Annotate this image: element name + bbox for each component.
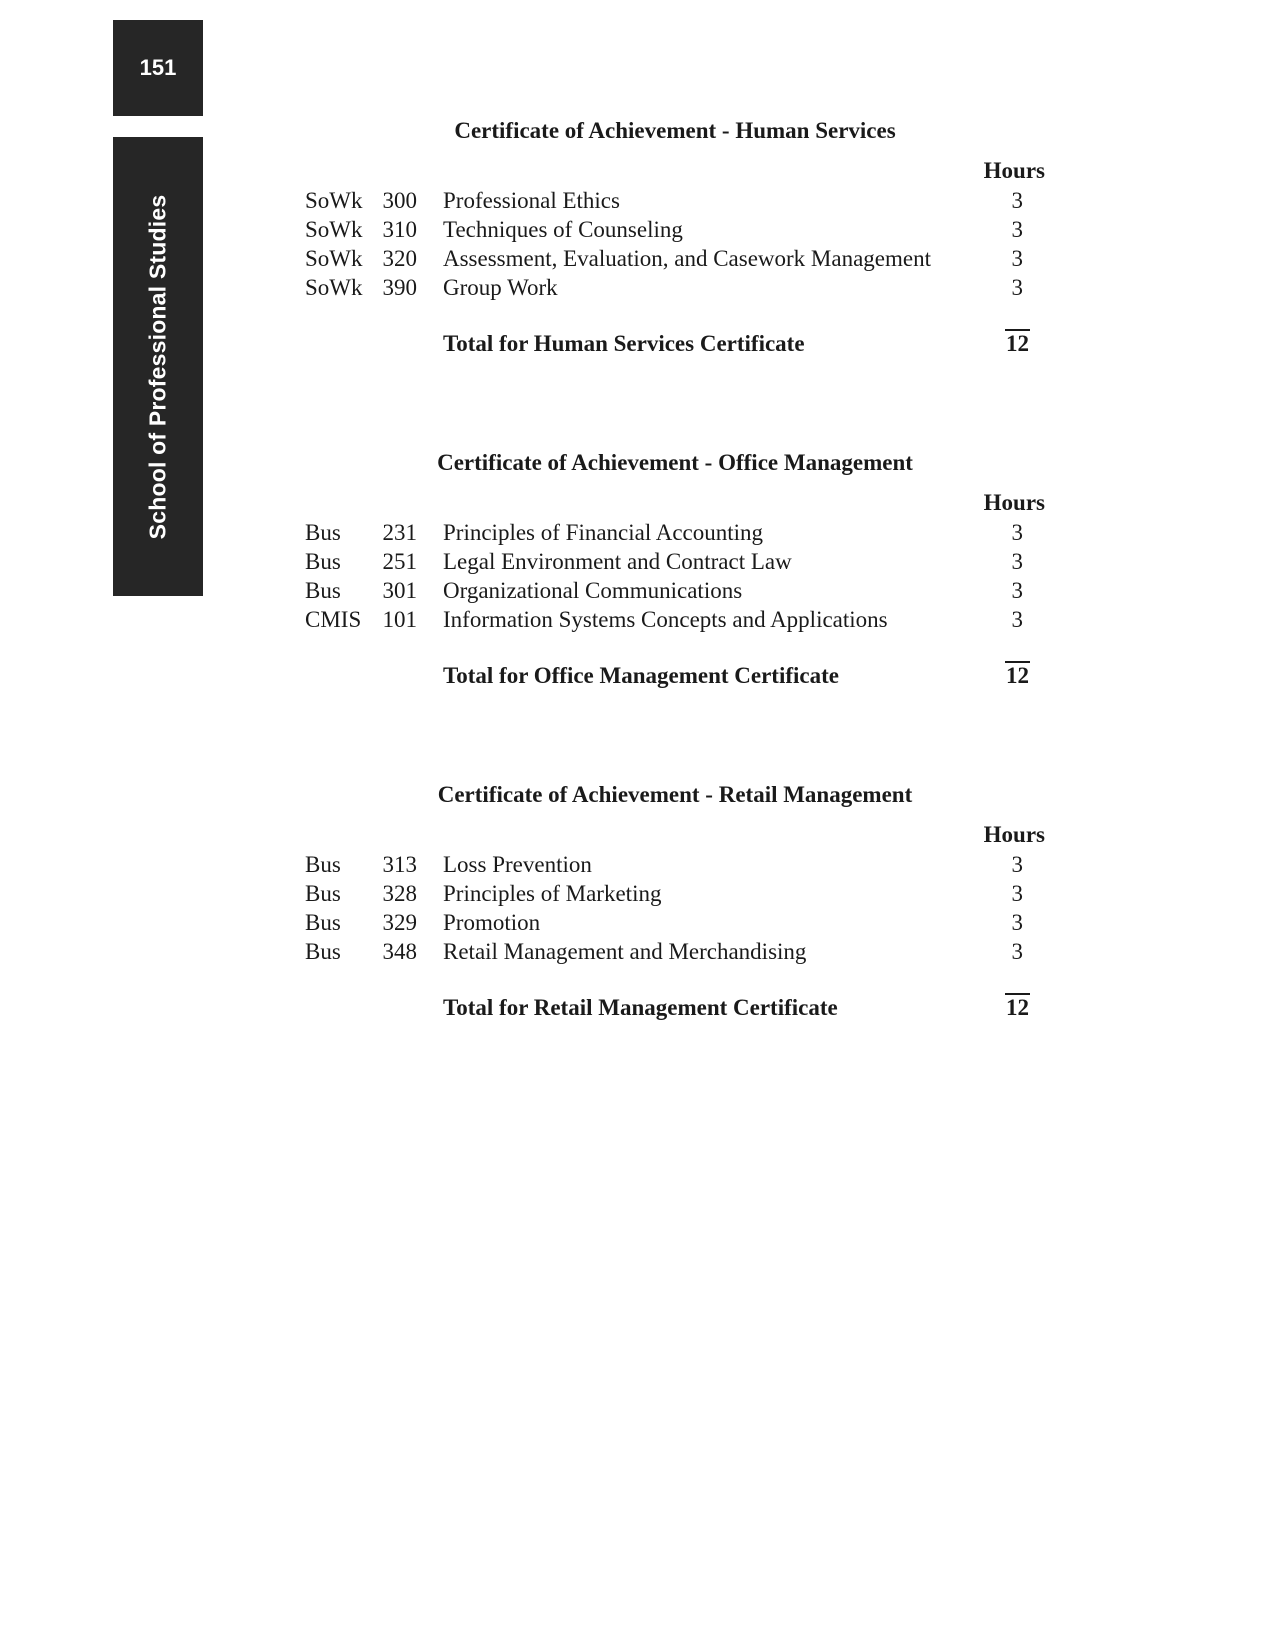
course-title: Organizational Communications	[443, 578, 743, 603]
page-number-tab	[113, 20, 203, 116]
course-title: Promotion	[443, 910, 541, 935]
total-row	[305, 991, 1045, 1025]
course-row	[305, 547, 1045, 577]
course-row	[305, 605, 1045, 635]
hours-header: Hours	[983, 822, 1045, 847]
course-title: Group Work	[443, 275, 558, 300]
hours-header: Hours	[983, 158, 1045, 183]
course-number: 348	[382, 939, 417, 964]
page-number: 151	[139, 55, 177, 80]
course-number: 301	[382, 578, 417, 603]
section-tab	[113, 137, 203, 596]
course-hours: 3	[1011, 607, 1023, 632]
total-label: Total for Office Management Certificate	[443, 663, 839, 688]
course-subject: Bus	[305, 520, 341, 545]
course-subject: CMIS	[305, 607, 362, 632]
course-number: 231	[382, 520, 417, 545]
course-title: Information Systems Concepts and Applications	[443, 607, 888, 632]
course-subject: Bus	[305, 881, 341, 906]
course-subject: Bus	[305, 852, 341, 877]
course-row	[305, 576, 1045, 606]
course-number: 101	[382, 607, 417, 632]
course-hours: 3	[1011, 881, 1023, 906]
course-row	[305, 937, 1045, 967]
total-label: Total for Human Services Certificate	[443, 331, 805, 356]
course-title: Principles of Financial Accounting	[443, 520, 764, 545]
course-hours: 3	[1011, 275, 1023, 300]
course-row	[305, 908, 1045, 938]
course-number: 320	[382, 246, 417, 271]
total-hours: 12	[1006, 995, 1029, 1020]
course-subject: Bus	[305, 910, 341, 935]
total-hours: 12	[1006, 331, 1029, 356]
course-title: Principles of Marketing	[443, 881, 662, 906]
course-hours: 3	[1011, 217, 1023, 242]
total-hours: 12	[1006, 663, 1029, 688]
course-hours: 3	[1011, 549, 1023, 574]
course-title: Legal Environment and Contract Law	[443, 549, 792, 574]
course-subject: Bus	[305, 549, 341, 574]
course-hours: 3	[1011, 939, 1023, 964]
course-row	[305, 244, 1045, 274]
course-row	[305, 186, 1045, 216]
course-row	[305, 215, 1045, 245]
course-number: 300	[382, 188, 417, 213]
course-hours: 3	[1011, 520, 1023, 545]
section-label: School of Professional Studies	[144, 194, 171, 539]
course-subject: Bus	[305, 578, 341, 603]
course-hours: 3	[1011, 910, 1023, 935]
course-hours: 3	[1011, 246, 1023, 271]
course-hours: 3	[1011, 852, 1023, 877]
certificate-title: Certificate of Achievement - Retail Management	[437, 782, 913, 807]
course-number: 251	[382, 549, 417, 574]
course-title: Assessment, Evaluation, and Casework Management	[443, 246, 931, 271]
course-hours: 3	[1011, 188, 1023, 213]
course-title: Techniques of Counseling	[443, 217, 683, 242]
course-row	[305, 273, 1045, 303]
course-subject: SoWk	[305, 246, 363, 271]
total-row	[305, 327, 1045, 361]
total-label: Total for Retail Management Certificate	[443, 995, 838, 1020]
course-title: Loss Prevention	[443, 852, 592, 877]
course-hours: 3	[1011, 578, 1023, 603]
certificate-title: Certificate of Achievement - Human Services	[454, 118, 896, 143]
course-number: 390	[382, 275, 417, 300]
course-number: 313	[382, 852, 417, 877]
course-subject: SoWk	[305, 217, 363, 242]
total-row	[305, 659, 1045, 693]
course-number: 329	[382, 910, 417, 935]
course-number: 328	[382, 881, 417, 906]
certificate-title: Certificate of Achievement - Office Management	[437, 450, 913, 475]
course-subject: SoWk	[305, 188, 363, 213]
course-row	[305, 850, 1045, 880]
course-title: Retail Management and Merchandising	[443, 939, 807, 964]
course-subject: Bus	[305, 939, 341, 964]
course-row	[305, 879, 1045, 909]
hours-header: Hours	[983, 490, 1045, 515]
course-row	[305, 518, 1045, 548]
course-number: 310	[382, 217, 417, 242]
course-title: Professional Ethics	[443, 188, 620, 213]
course-subject: SoWk	[305, 275, 363, 300]
